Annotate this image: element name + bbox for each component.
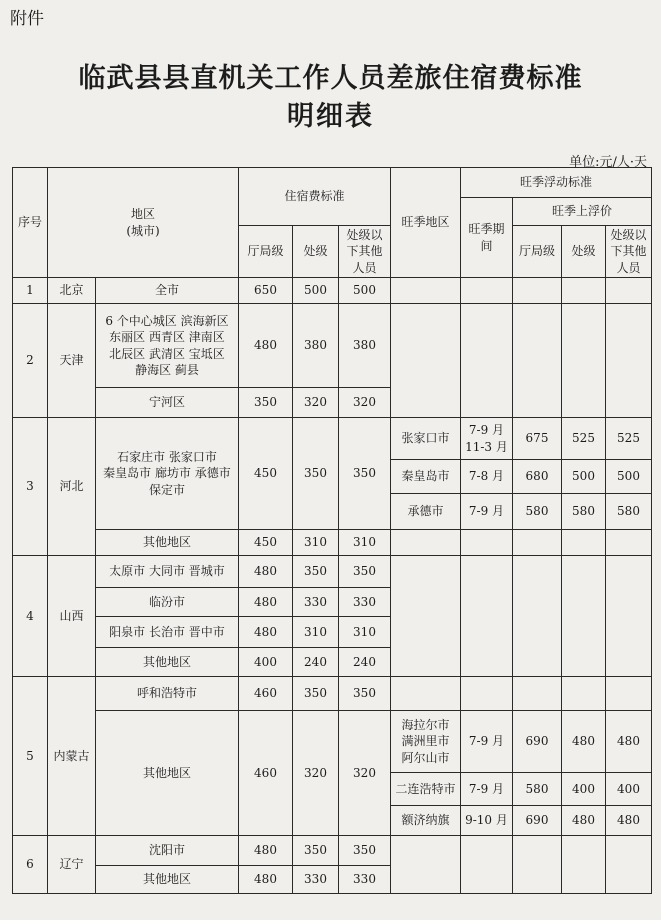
peak-bureau-cell [513, 836, 562, 894]
division-price-cell: 330 [293, 866, 339, 894]
peak-area-cell [391, 556, 461, 677]
peak-period-cell: 7-9 月 [461, 494, 513, 530]
division-price-cell: 330 [293, 588, 339, 617]
bureau-price-cell: 480 [239, 836, 293, 866]
peak-other-cell [606, 556, 652, 677]
bureau-price-cell: 460 [239, 677, 293, 711]
header-peak-area: 旺季地区 [391, 168, 461, 278]
division-price-cell: 380 [293, 304, 339, 388]
peak-period-cell [461, 556, 513, 677]
page-subtitle: 明细表 [287, 101, 374, 132]
other-price-cell: 320 [339, 711, 391, 836]
peak-bureau-cell: 675 [513, 418, 562, 460]
peak-other-cell: 500 [606, 460, 652, 494]
other-price-cell: 330 [339, 588, 391, 617]
area-cell: 太原市 大同市 晋城市 [96, 556, 239, 588]
seq-cell: 2 [13, 304, 48, 418]
division-price-cell: 320 [293, 388, 339, 418]
peak-area-cell: 秦皇岛市 [391, 460, 461, 494]
area-cell: 临汾市 [96, 588, 239, 617]
table-row [13, 556, 652, 588]
peak-bureau-cell: 690 [513, 711, 562, 773]
division-price-cell: 310 [293, 617, 339, 648]
peak-period-cell: 7-8 月 [461, 460, 513, 494]
division-price-cell: 350 [293, 677, 339, 711]
header-lodging-standard: 住宿费标准 [239, 168, 391, 226]
area-cell: 其他地区 [96, 711, 239, 836]
province-cell: 辽宁 [48, 836, 96, 894]
peak-other-cell: 525 [606, 418, 652, 460]
peak-area-cell [391, 278, 461, 304]
bureau-price-cell: 460 [239, 711, 293, 836]
peak-bureau-cell [513, 304, 562, 418]
bureau-price-cell: 480 [239, 588, 293, 617]
other-price-cell: 350 [339, 418, 391, 530]
peak-division-cell: 525 [562, 418, 606, 460]
peak-other-cell [606, 836, 652, 894]
peak-bureau-cell [513, 278, 562, 304]
peak-period-cell [461, 304, 513, 418]
seq-cell: 5 [13, 677, 48, 836]
peak-area-cell [391, 836, 461, 894]
peak-division-cell: 400 [562, 773, 606, 806]
header-area: 地区 (城市) [48, 168, 239, 278]
bureau-price-cell: 650 [239, 278, 293, 304]
peak-division-cell [562, 556, 606, 677]
other-price-cell: 310 [339, 530, 391, 556]
header-other-staff: 处级以下其他人员 [339, 226, 391, 278]
division-price-cell: 350 [293, 556, 339, 588]
peak-division-cell [562, 530, 606, 556]
peak-period-cell [461, 278, 513, 304]
header-peak-division-level: 处级 [562, 226, 606, 278]
province-cell: 山西 [48, 556, 96, 677]
bureau-price-cell: 400 [239, 648, 293, 677]
other-price-cell: 380 [339, 304, 391, 388]
peak-period-cell [461, 530, 513, 556]
area-cell: 其他地区 [96, 866, 239, 894]
table-row [13, 418, 652, 460]
seq-cell: 3 [13, 418, 48, 556]
other-price-cell: 310 [339, 617, 391, 648]
peak-other-cell [606, 530, 652, 556]
division-price-cell: 350 [293, 836, 339, 866]
peak-area-cell [391, 304, 461, 418]
bureau-price-cell: 480 [239, 556, 293, 588]
peak-division-cell: 580 [562, 494, 606, 530]
other-price-cell: 240 [339, 648, 391, 677]
peak-division-cell [562, 836, 606, 894]
peak-period-cell [461, 836, 513, 894]
peak-other-cell: 480 [606, 711, 652, 773]
bureau-price-cell: 480 [239, 617, 293, 648]
peak-area-cell: 承德市 [391, 494, 461, 530]
province-cell: 河北 [48, 418, 96, 556]
peak-bureau-cell: 690 [513, 806, 562, 836]
peak-bureau-cell [513, 556, 562, 677]
header-peak-float-standard: 旺季浮动标准 [461, 168, 652, 198]
other-price-cell: 350 [339, 556, 391, 588]
header-peak-period: 旺季期间 [461, 198, 513, 278]
peak-division-cell [562, 278, 606, 304]
division-price-cell: 310 [293, 530, 339, 556]
division-price-cell: 320 [293, 711, 339, 836]
area-cell: 沈阳市 [96, 836, 239, 866]
peak-bureau-cell: 580 [513, 773, 562, 806]
unit-note: 单位:元/人·天 [569, 155, 647, 170]
peak-area-cell: 海拉尔市 满洲里市 阿尔山市 [391, 711, 461, 773]
header-peak-other-staff: 处级以下其他人员 [606, 226, 652, 278]
peak-division-cell: 480 [562, 806, 606, 836]
peak-area-cell: 二连浩特市 [391, 773, 461, 806]
peak-bureau-cell: 580 [513, 494, 562, 530]
other-price-cell: 500 [339, 278, 391, 304]
peak-period-cell: 9-10 月 [461, 806, 513, 836]
peak-other-cell [606, 304, 652, 418]
peak-period-cell [461, 677, 513, 711]
area-cell: 石家庄市 张家口市 秦皇岛市 廊坊市 承德市 保定市 [96, 418, 239, 530]
bureau-price-cell: 450 [239, 418, 293, 530]
area-cell: 阳泉市 长治市 晋中市 [96, 617, 239, 648]
peak-period-cell: 7-9 月 11-3 月 [461, 418, 513, 460]
annex-label: 附件 [10, 9, 44, 29]
other-price-cell: 320 [339, 388, 391, 418]
peak-other-cell [606, 278, 652, 304]
peak-other-cell [606, 677, 652, 711]
lodging-standard-table [12, 167, 652, 894]
division-price-cell: 240 [293, 648, 339, 677]
peak-other-cell: 480 [606, 806, 652, 836]
header-peak-bureau-level: 厅局级 [513, 226, 562, 278]
area-cell: 全市 [96, 278, 239, 304]
division-price-cell: 350 [293, 418, 339, 530]
peak-area-cell: 张家口市 [391, 418, 461, 460]
province-cell: 北京 [48, 278, 96, 304]
province-cell: 内蒙古 [48, 677, 96, 836]
bureau-price-cell: 350 [239, 388, 293, 418]
peak-bureau-cell: 680 [513, 460, 562, 494]
peak-division-cell [562, 677, 606, 711]
header-division-level: 处级 [293, 226, 339, 278]
table-row [13, 836, 652, 866]
bureau-price-cell: 480 [239, 304, 293, 388]
seq-cell: 1 [13, 278, 48, 304]
peak-other-cell: 400 [606, 773, 652, 806]
page-title: 临武县县直机关工作人员差旅住宿费标准 [78, 63, 583, 94]
peak-other-cell: 580 [606, 494, 652, 530]
peak-division-cell [562, 304, 606, 418]
area-cell: 6 个中心城区 滨海新区 东丽区 西青区 津南区 北辰区 武清区 宝坻区 静海区 蓟县 [96, 304, 239, 388]
area-cell: 其他地区 [96, 530, 239, 556]
seq-cell: 4 [13, 556, 48, 677]
bureau-price-cell: 480 [239, 866, 293, 894]
peak-area-cell [391, 530, 461, 556]
header-bureau-level: 厅局级 [239, 226, 293, 278]
peak-bureau-cell [513, 677, 562, 711]
province-cell: 天津 [48, 304, 96, 418]
area-cell: 呼和浩特市 [96, 677, 239, 711]
area-cell: 宁河区 [96, 388, 239, 418]
header-seq: 序号 [13, 168, 48, 278]
peak-division-cell: 500 [562, 460, 606, 494]
peak-period-cell: 7-9 月 [461, 711, 513, 773]
table-row [13, 677, 652, 711]
table-row [13, 530, 652, 556]
peak-area-cell: 额济纳旗 [391, 806, 461, 836]
peak-division-cell: 480 [562, 711, 606, 773]
table-row [13, 711, 652, 773]
seq-cell: 6 [13, 836, 48, 894]
other-price-cell: 330 [339, 866, 391, 894]
peak-period-cell: 7-9 月 [461, 773, 513, 806]
other-price-cell: 350 [339, 677, 391, 711]
table-row [13, 278, 652, 304]
peak-area-cell [391, 677, 461, 711]
table-row [13, 304, 652, 388]
bureau-price-cell: 450 [239, 530, 293, 556]
division-price-cell: 500 [293, 278, 339, 304]
area-cell: 其他地区 [96, 648, 239, 677]
header-peak-upward: 旺季上浮价 [513, 198, 652, 226]
peak-bureau-cell [513, 530, 562, 556]
other-price-cell: 350 [339, 836, 391, 866]
